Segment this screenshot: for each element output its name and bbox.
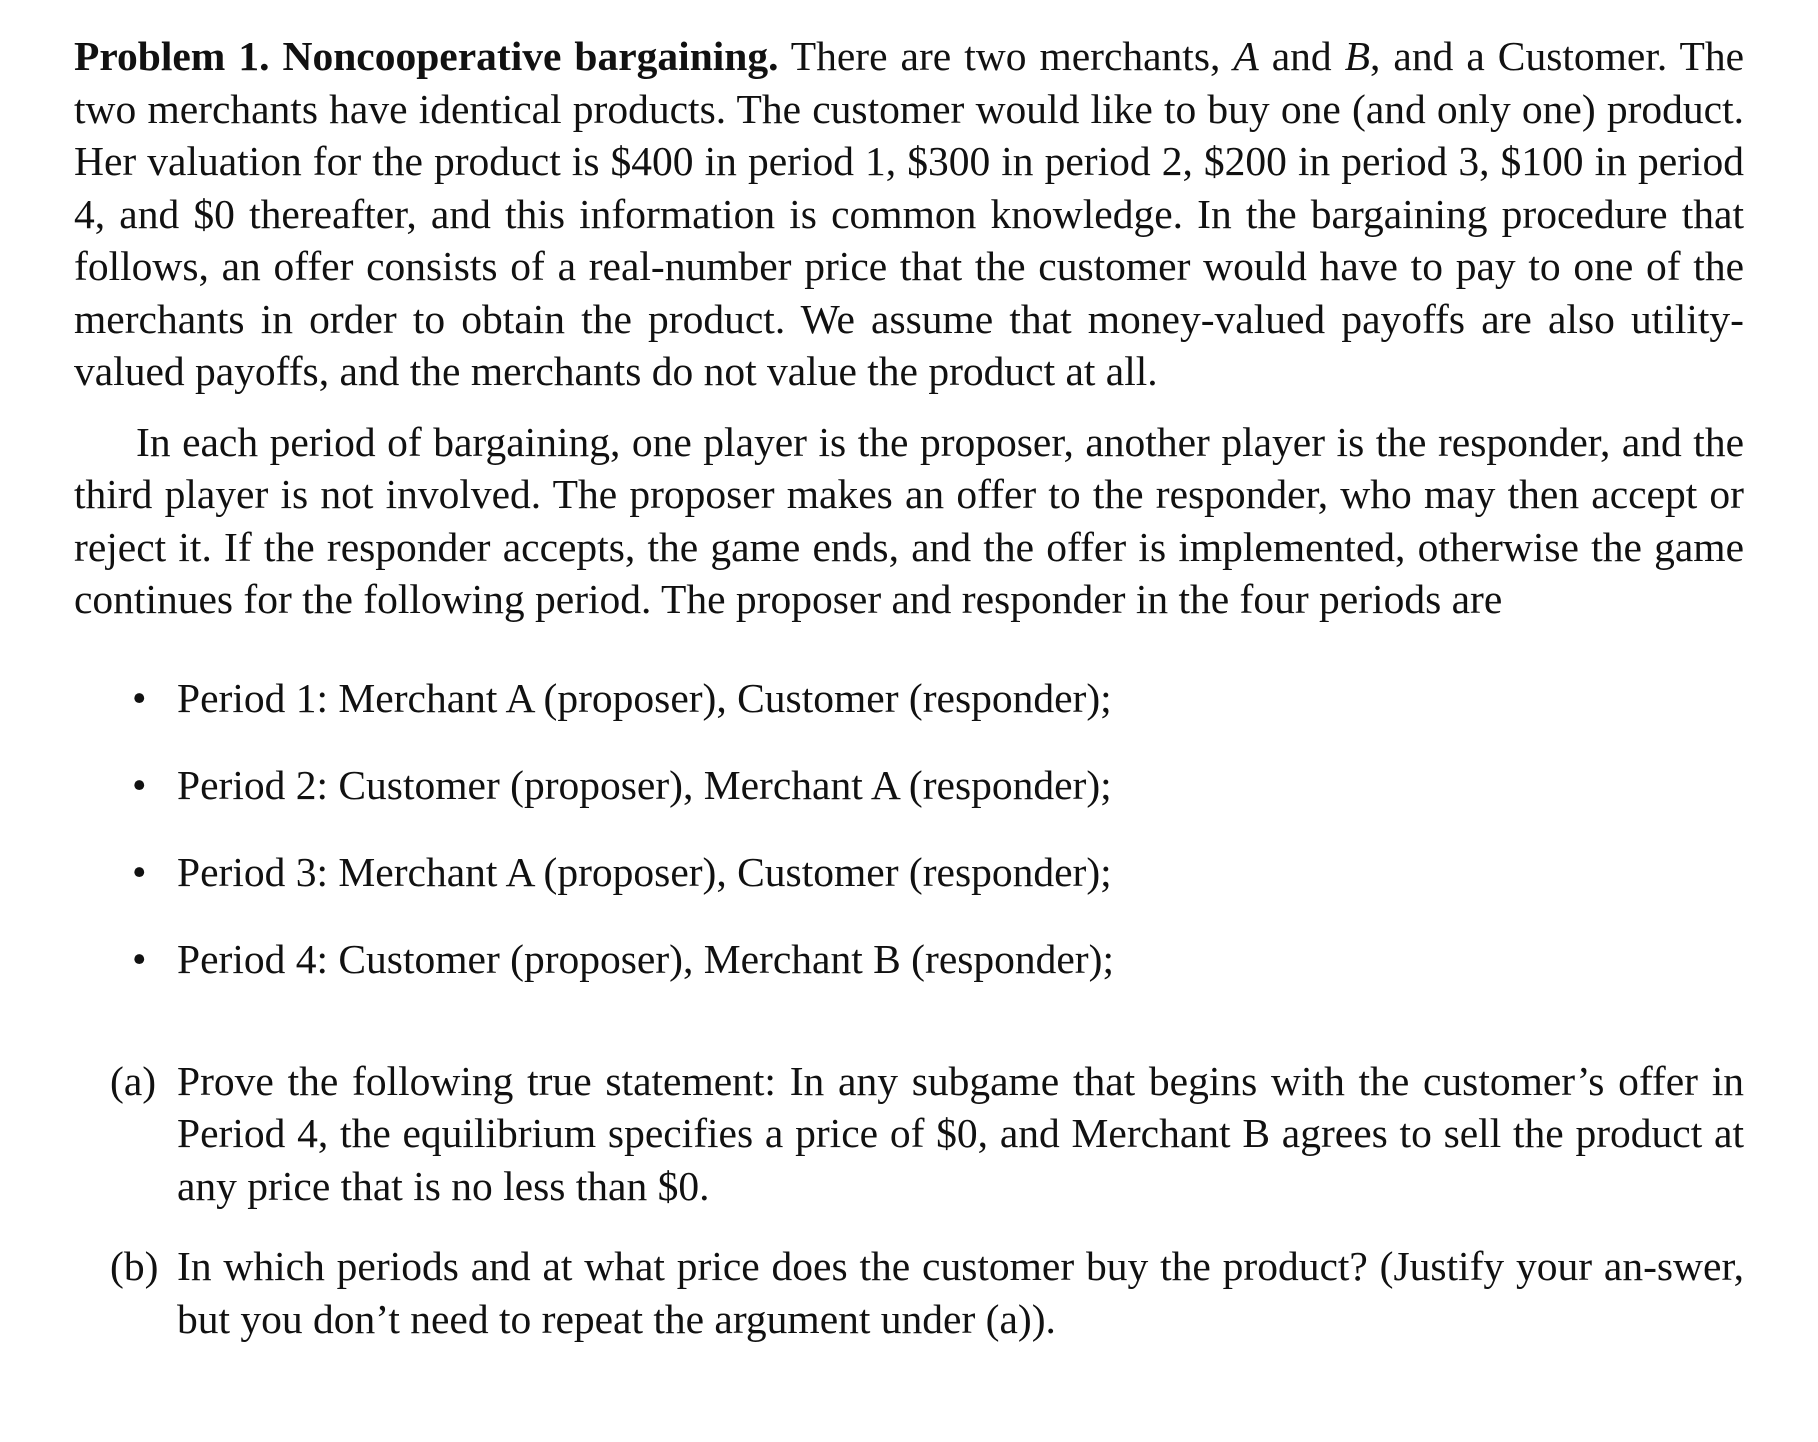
part-text: In which periods and at what price does the customer buy the product? (Justify your an-swer, but you don’t need to repeat the argument under (a)). (177, 1243, 1744, 1342)
part-marker: (b) (110, 1243, 159, 1289)
bullet-icon: • (132, 761, 147, 808)
intro-text-1: There are two merchants, (778, 33, 1234, 79)
list-item-period-1 (74, 672, 1744, 724)
period-list (74, 672, 1744, 985)
intro-and: and (1258, 33, 1345, 79)
problem-document (74, 30, 1744, 1373)
part-text: Prove the following true statement: In any subgame that begins with the customer’s offer in Period 4, the equilibrium specifies a price of $0, and Merchant B agrees to sell the product at any price that is no less than $0. (177, 1057, 1744, 1209)
merchant-b-name: B (1344, 33, 1371, 79)
bullet-icon: • (132, 674, 147, 721)
problem-statement (74, 30, 1744, 398)
bullet-icon: • (132, 935, 147, 982)
part-marker: (a) (110, 1057, 157, 1104)
bullet-icon: • (132, 848, 147, 895)
period-text: Period 4: Customer (proposer), Merchant B (responder); (177, 935, 1114, 982)
question-parts (74, 1055, 1744, 1346)
intro-text-2: , and a Customer. The two merchants have identical products. The customer would like to buy one (and only one) product. Her valuation for the product is $400 in period 1, $300 in period 2, $200 in period 3, $100 in period 4, and $0 thereafter, and this information is common knowledge. In the bargaining procedure that follows, an offer consists of a real-number price that the customer would have to pay to one of the merchants in order to obtain the product. We assume that money-valued payoffs are also utility-valued payoffs, and the merchants do not value the product at all. (74, 33, 1744, 394)
period-text: Period 2: Customer (proposer), Merchant A (responder); (177, 761, 1112, 808)
bargaining-paragraph: In each period of bargaining, one player is the proposer, another player is the responder, and the third player is not involved. The proposer makes an offer to the responder, who may then accept or reject it. If the responder accepts, the game ends, and the offer is implemented, otherwise the game continues for the following period. The proposer and responder in the four periods are (74, 418, 1744, 622)
list-item-period-3 (74, 846, 1744, 898)
list-item-period-4 (74, 933, 1744, 985)
question-part-b (74, 1240, 1744, 1345)
merchant-a-name: A (1233, 33, 1259, 79)
problem-title: Problem 1. Noncooperative bargaining. (74, 33, 779, 79)
period-text: Period 3: Merchant A (proposer), Customer (responder); (177, 848, 1112, 895)
question-part-a (74, 1055, 1744, 1213)
period-text: Period 1: Merchant A (proposer), Customer (responder); (177, 674, 1112, 721)
list-item-period-2 (74, 759, 1744, 811)
